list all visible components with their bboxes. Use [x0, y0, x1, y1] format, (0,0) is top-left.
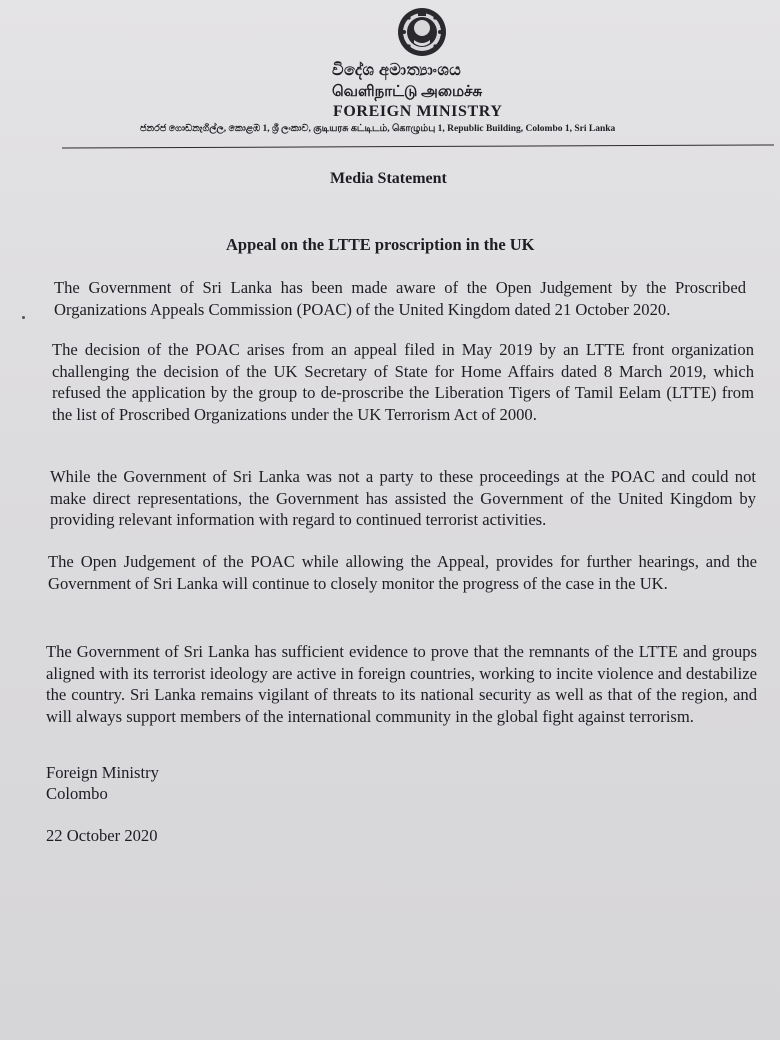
ministry-name-tamil: வெளிநாட்டு அமைச்சு	[332, 84, 483, 100]
letterhead-address: ජනරජ ගොඩනැගිල්ල, කොළඹ 1, ශ්‍රී ලංකාව, குடியரசு கட்டிடம், கொழும்பு 1, Republic Building, Colombo 1, Sri Lanka	[140, 124, 616, 134]
signature-organization: Foreign Ministry	[46, 763, 159, 782]
body-paragraph: While the Government of Sri Lanka was not a party to these proceedings at the POAC and could not make direct representations, the Government has assisted the Government of the United Kingdom by providing relevant information with regard to continued terrorist activities.	[50, 467, 756, 529]
margin-mark	[22, 316, 25, 319]
body-paragraph: The Open Judgement of the POAC while allowing the Appeal, provides for further hearings, and the Government of Sri Lanka will continue to closely monitor the progress of the case in the UK.	[48, 552, 757, 593]
ministry-name-english: FOREIGN MINISTRY	[333, 103, 503, 120]
body-paragraph: The Government of Sri Lanka has been made aware of the Open Judgement by the Proscribed Organizations Appeals Commission (POAC) of the United Kingdom dated 21 October 2020.	[54, 278, 746, 319]
national-emblem-icon	[396, 6, 448, 58]
letterhead-divider	[62, 144, 774, 148]
document-label: Media Statement	[330, 170, 447, 187]
ministry-name-sinhala: විදේශ අමාත්‍යාංශය	[332, 62, 462, 79]
signature-block	[46, 762, 159, 804]
body-paragraph: The decision of the POAC arises from an appeal filed in May 2019 by an LTTE front organization challenging the decision of the UK Secretary of State for Home Affairs dated 8 March 2019, which refused the application by the group to de-proscribe the Liberation Tigers of Tamil Eelam (LTTE) from the list of Proscribed Organizations under the UK Terrorism Act of 2000.	[52, 340, 754, 424]
document-title: Appeal on the LTTE proscription in the UK	[226, 235, 535, 254]
body-paragraph: The Government of Sri Lanka has sufficient evidence to prove that the remnants of the LTTE and groups aligned with its terrorist ideology are active in foreign countries, working to incite violence and destabilize the country. Sri Lanka remains vigilant of threats to its national security as well as that of the region, and will always support members of the international community in the global fight against terrorism.	[46, 642, 757, 726]
signature-location: Colombo	[46, 784, 108, 803]
document-date: 22 October 2020	[46, 826, 158, 845]
